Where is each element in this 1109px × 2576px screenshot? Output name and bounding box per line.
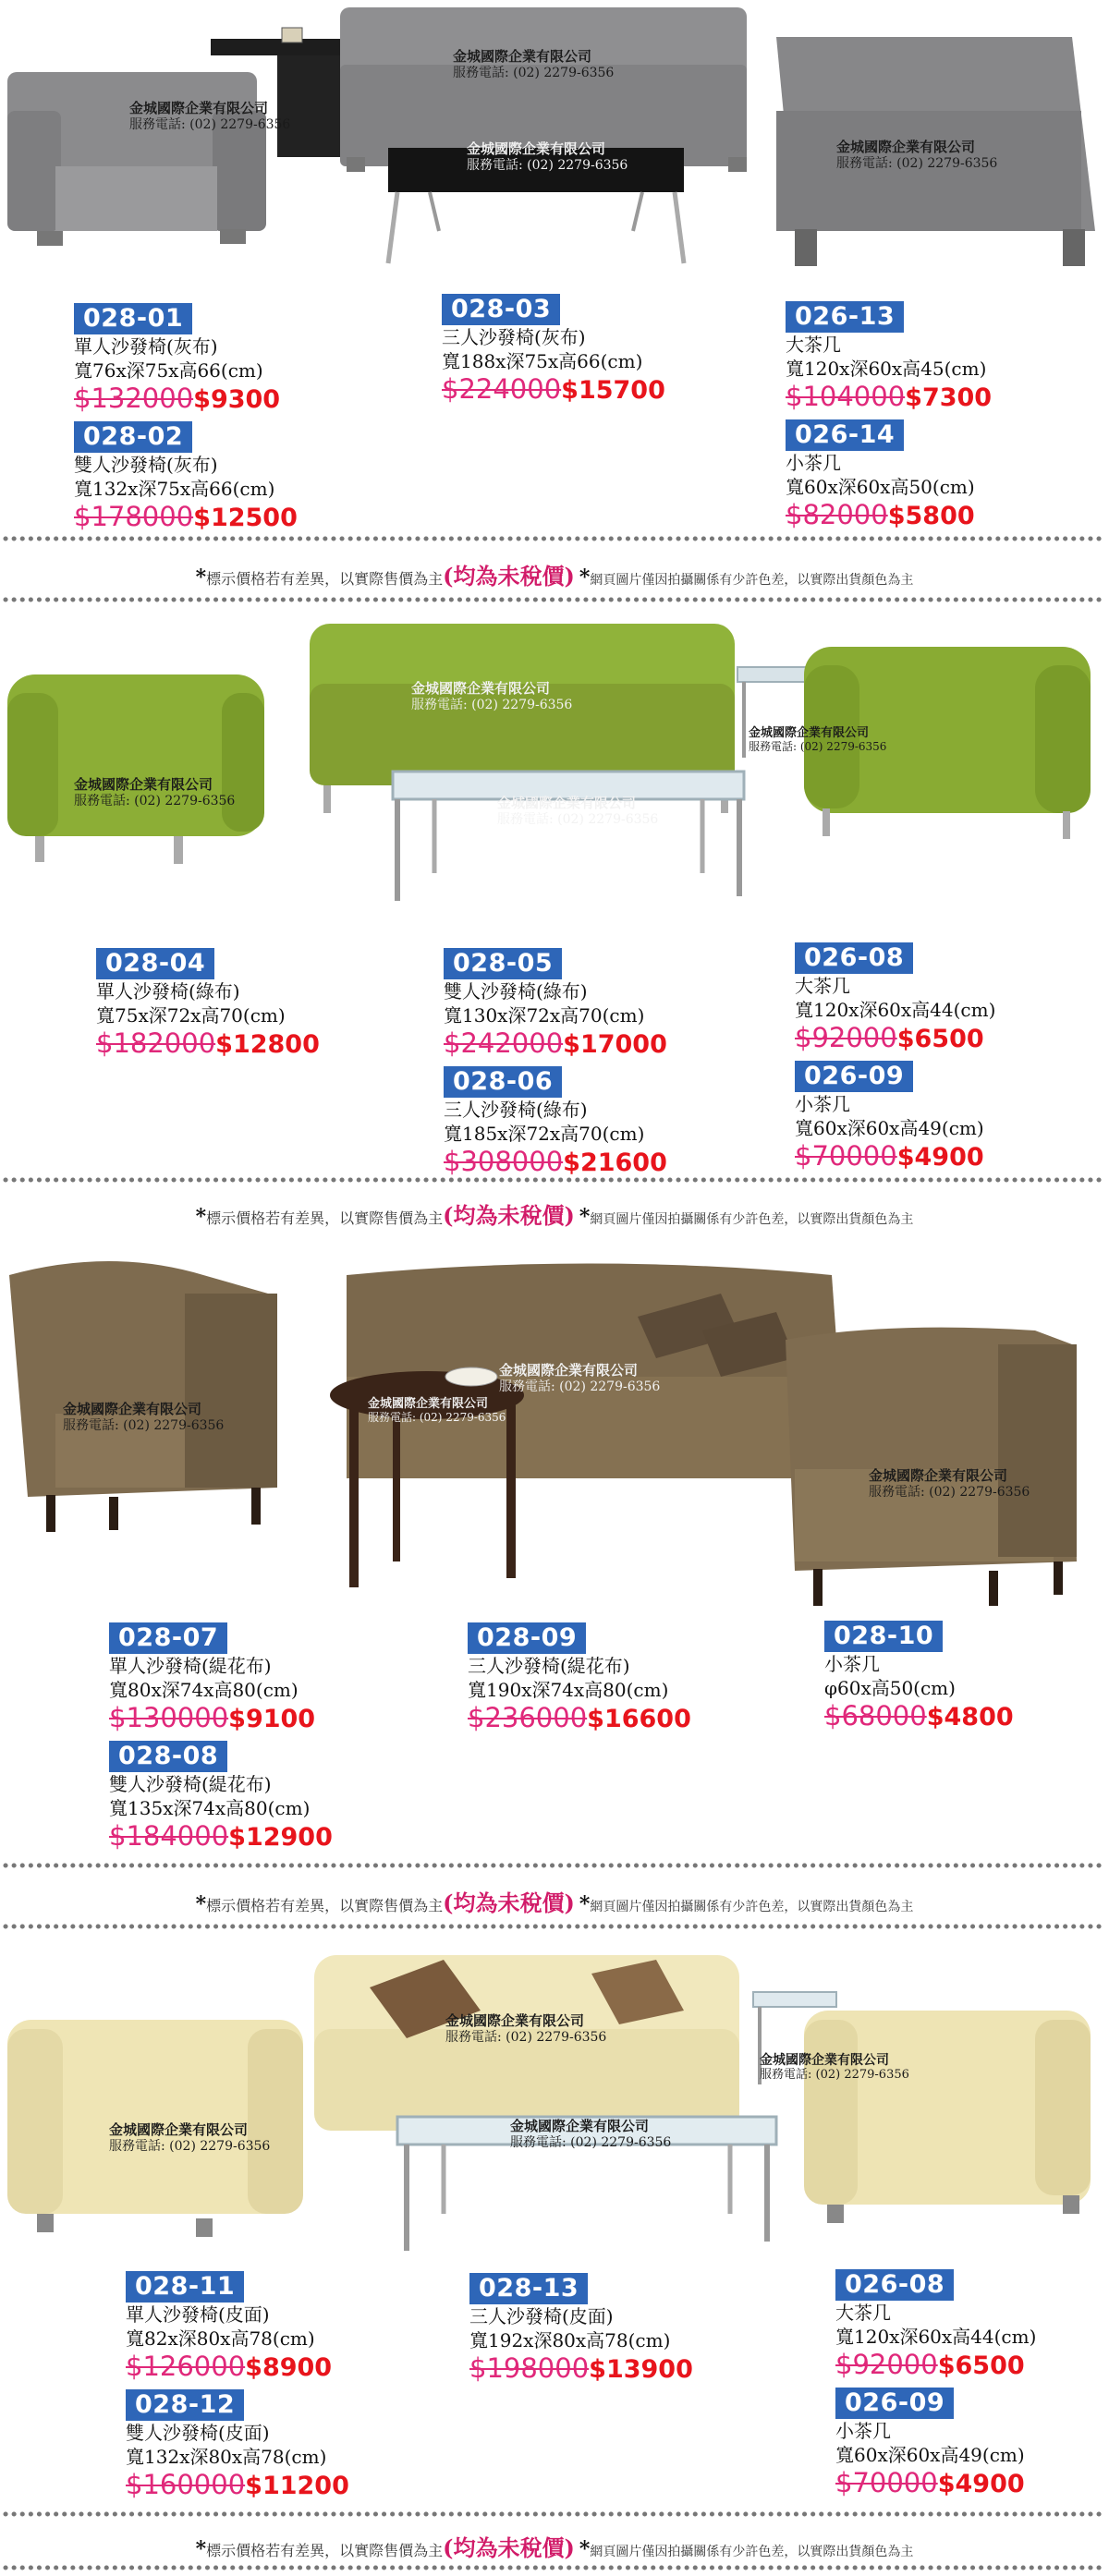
watermark-line1: 金城國際企業有限公司 xyxy=(129,100,269,116)
list-price: $160000 xyxy=(126,2469,246,2500)
watermark-line2: 服務電話: (02) 2279-6356 xyxy=(445,2030,607,2045)
product-code: 028-13 xyxy=(469,2273,588,2304)
price-notice xyxy=(0,558,1109,590)
watermark xyxy=(467,140,628,174)
sale-price: $6500 xyxy=(937,2351,1025,2380)
product-code: 028-12 xyxy=(126,2389,244,2421)
product-dimensions: φ60x高50(cm) xyxy=(824,1677,956,1699)
product-dimensions: 寬120x深60x高45(cm) xyxy=(786,358,987,380)
watermark xyxy=(129,100,290,133)
product-name: 雙人沙發椅(緹花布) xyxy=(109,1773,272,1795)
watermark xyxy=(497,795,658,828)
product-name: 三人沙發椅(灰布) xyxy=(442,326,586,348)
product-card[interactable] xyxy=(795,942,995,1058)
watermark xyxy=(749,726,886,754)
product-dimensions: 寬135x深74x高80(cm) xyxy=(109,1797,311,1819)
product-card[interactable] xyxy=(74,421,298,537)
watermark-line2: 服務電話: (02) 2279-6356 xyxy=(760,2068,909,2082)
list-price: $130000 xyxy=(109,1702,229,1733)
product-name: 小茶几 xyxy=(835,2420,891,2442)
watermark-line2: 服務電話: (02) 2279-6356 xyxy=(836,156,998,171)
watermark-line1: 金城國際企業有限公司 xyxy=(760,2053,889,2068)
product-dimensions: 寬130x深72x高70(cm) xyxy=(444,1004,645,1027)
watermark-line2: 服務電話: (02) 2279-6356 xyxy=(74,794,236,808)
product-card[interactable] xyxy=(469,2273,693,2388)
watermark-line2: 服務電話: (02) 2279-6356 xyxy=(368,1411,506,1424)
list-price: $82000 xyxy=(786,499,888,530)
product-code: 028-03 xyxy=(442,294,560,325)
list-price: $70000 xyxy=(835,2467,938,2498)
product-name: 單人沙發椅(灰布) xyxy=(74,335,218,358)
notice-asterisk: * xyxy=(195,565,207,589)
product-card[interactable] xyxy=(126,2389,349,2505)
dotted-divider xyxy=(0,1175,1109,1185)
product-code: 028-02 xyxy=(74,421,192,453)
notice-emphasis: (均為未稅價) xyxy=(443,563,575,589)
notice-asterisk: * xyxy=(579,565,591,589)
list-price: $68000 xyxy=(824,1700,927,1732)
product-card[interactable] xyxy=(442,294,665,409)
sale-price: $12800 xyxy=(215,1030,320,1059)
watermark-line1: 金城國際企業有限公司 xyxy=(510,2118,650,2134)
product-code: 026-08 xyxy=(795,942,913,974)
watermark-line1: 金城國際企業有限公司 xyxy=(368,1397,489,1411)
list-price: $92000 xyxy=(795,1022,897,1053)
watermark-line2: 服務電話: (02) 2279-6356 xyxy=(869,1485,1030,1500)
product-card[interactable] xyxy=(126,2271,332,2387)
product-name: 小茶几 xyxy=(786,452,841,474)
product-name: 單人沙發椅(皮面) xyxy=(126,2303,270,2326)
section-brown-sofas xyxy=(0,1257,1109,1857)
product-dimensions: 寬185x深72x高70(cm) xyxy=(444,1123,645,1145)
notice-asterisk: * xyxy=(195,1892,207,1916)
product-dimensions: 寬60x深60x高50(cm) xyxy=(786,476,975,498)
watermark-line1: 金城國際企業有限公司 xyxy=(411,680,551,697)
sale-price: $4900 xyxy=(896,1143,984,1172)
sale-price: $21600 xyxy=(563,1148,667,1177)
sale-price: $9100 xyxy=(228,1705,316,1733)
sale-price: $4900 xyxy=(937,2470,1025,2498)
notice-suffix: 網頁圖片僅因拍攝關係有少許色差，以實際出貨顏色為主 xyxy=(590,573,914,588)
dotted-divider xyxy=(0,534,1109,543)
notice-asterisk: * xyxy=(195,1205,207,1229)
watermark-line2: 服務電話: (02) 2279-6356 xyxy=(109,2139,271,2154)
product-code: 028-09 xyxy=(468,1622,586,1654)
watermark-line1: 金城國際企業有限公司 xyxy=(836,139,976,155)
sale-price: $16600 xyxy=(587,1705,691,1733)
product-name: 大茶几 xyxy=(786,334,841,356)
watermark-line1: 金城國際企業有限公司 xyxy=(445,2012,585,2029)
sale-price: $6500 xyxy=(896,1025,984,1053)
brown-sofa-set-photo xyxy=(0,1257,1109,1626)
product-name: 三人沙發椅(皮面) xyxy=(469,2305,614,2327)
notice-asterisk: * xyxy=(195,2537,207,2561)
product-name: 大茶几 xyxy=(795,975,850,997)
notice-asterisk: * xyxy=(579,2537,591,2561)
product-dimensions: 寬80x深74x高80(cm) xyxy=(109,1679,299,1701)
watermark xyxy=(368,1397,506,1425)
list-price: $198000 xyxy=(469,2352,590,2384)
notice-asterisk: * xyxy=(579,1892,591,1916)
product-card[interactable] xyxy=(444,948,667,1063)
product-dimensions: 寬192x深80x高78(cm) xyxy=(469,2329,671,2351)
product-name: 雙人沙發椅(灰布) xyxy=(74,454,218,476)
notice-emphasis: (均為未稅價) xyxy=(443,1202,575,1229)
watermark xyxy=(74,776,235,809)
list-price: $236000 xyxy=(468,1702,588,1733)
product-code: 028-05 xyxy=(444,948,562,979)
sale-price: $13900 xyxy=(589,2355,693,2384)
notice-suffix: 網頁圖片僅因拍攝關係有少許色差，以實際出貨顏色為主 xyxy=(590,1212,914,1227)
watermark xyxy=(760,2053,909,2083)
sale-price: $9300 xyxy=(193,385,281,414)
product-card[interactable] xyxy=(468,1622,691,1738)
watermark xyxy=(836,139,997,172)
product-dimensions: 寬188x深75x高66(cm) xyxy=(442,350,643,372)
watermark xyxy=(445,2012,606,2046)
watermark-line2: 服務電話: (02) 2279-6356 xyxy=(129,117,291,132)
product-card[interactable] xyxy=(795,1061,984,1176)
green-sofa-set-photo xyxy=(0,610,1109,915)
watermark xyxy=(453,48,614,81)
sale-price: $17000 xyxy=(563,1030,667,1059)
sale-price: $4800 xyxy=(926,1703,1014,1732)
notice-suffix: 網頁圖片僅因拍攝關係有少許色差，以實際出貨顏色為主 xyxy=(590,1900,914,1914)
notice-asterisk: * xyxy=(579,1205,591,1229)
product-card[interactable] xyxy=(786,419,975,535)
product-card[interactable] xyxy=(444,1066,667,1182)
section-leather-sofas xyxy=(0,1937,1109,2528)
watermark-line1: 金城國際企業有限公司 xyxy=(499,1362,639,1379)
list-price: $104000 xyxy=(786,381,906,412)
product-code: 028-01 xyxy=(74,303,192,334)
product-name: 大茶几 xyxy=(835,2302,891,2324)
product-dimensions: 寬120x深60x高44(cm) xyxy=(795,999,996,1021)
product-name: 三人沙發椅(綠布) xyxy=(444,1099,588,1121)
section-grey-sofas xyxy=(0,0,1109,591)
dotted-divider xyxy=(0,595,1109,604)
watermark-line1: 金城國際企業有限公司 xyxy=(749,726,870,740)
product-code: 026-09 xyxy=(835,2388,954,2419)
watermark-line2: 服務電話: (02) 2279-6356 xyxy=(497,812,659,827)
product-dimensions: 寬76x深75x高66(cm) xyxy=(74,359,263,382)
list-price: $242000 xyxy=(444,1027,564,1059)
product-name: 單人沙發椅(綠布) xyxy=(96,980,240,1002)
dotted-divider xyxy=(0,1861,1109,1870)
product-card[interactable] xyxy=(96,948,320,1063)
product-code: 026-08 xyxy=(835,2269,954,2301)
notice-prefix: 標示價格若有差異，以實際售價為主 xyxy=(206,2542,444,2559)
watermark xyxy=(510,2118,671,2151)
list-price: $308000 xyxy=(444,1146,564,1177)
product-name: 雙人沙發椅(皮面) xyxy=(126,2422,270,2444)
product-dimensions: 寬132x深80x高78(cm) xyxy=(126,2446,327,2468)
dotted-divider xyxy=(0,1922,1109,1931)
product-code: 028-06 xyxy=(444,1066,562,1098)
sale-price: $7300 xyxy=(905,383,993,412)
product-card[interactable] xyxy=(74,303,280,419)
product-code: 028-08 xyxy=(109,1741,227,1772)
watermark-line1: 金城國際企業有限公司 xyxy=(453,48,592,65)
watermark-line1: 金城國際企業有限公司 xyxy=(497,795,637,811)
product-card[interactable] xyxy=(786,301,992,417)
watermark-line2: 服務電話: (02) 2279-6356 xyxy=(453,66,615,80)
watermark xyxy=(109,2121,270,2155)
product-dimensions: 寬190x深74x高80(cm) xyxy=(468,1679,669,1701)
product-code: 026-14 xyxy=(786,419,904,451)
watermark-line2: 服務電話: (02) 2279-6356 xyxy=(499,1379,661,1394)
list-price: $178000 xyxy=(74,501,194,532)
product-dimensions: 寬60x深60x高49(cm) xyxy=(795,1117,984,1139)
product-code: 026-13 xyxy=(786,301,904,333)
price-notice xyxy=(0,1885,1109,1917)
notice-emphasis: (均為未稅價) xyxy=(443,1889,575,1916)
sale-price: $5800 xyxy=(887,502,975,530)
watermark-line1: 金城國際企業有限公司 xyxy=(74,776,213,793)
section-green-sofas xyxy=(0,610,1109,1183)
list-price: $70000 xyxy=(795,1140,897,1172)
price-notice xyxy=(0,1197,1109,1230)
product-code: 028-11 xyxy=(126,2271,244,2303)
product-code: 028-04 xyxy=(96,948,214,979)
sale-price: $12500 xyxy=(193,504,298,532)
product-code: 028-07 xyxy=(109,1622,227,1654)
list-price: $132000 xyxy=(74,383,194,414)
product-dimensions: 寬132x深75x高66(cm) xyxy=(74,478,275,500)
list-price: $184000 xyxy=(109,1820,229,1852)
notice-suffix: 網頁圖片僅因拍攝關係有少許色差，以實際出貨顏色為主 xyxy=(590,2545,914,2559)
product-code: 026-09 xyxy=(795,1061,913,1092)
sale-price: $15700 xyxy=(561,376,665,405)
product-name: 雙人沙發椅(綠布) xyxy=(444,980,588,1002)
list-price: $224000 xyxy=(442,373,562,405)
watermark-line1: 金城國際企業有限公司 xyxy=(63,1401,202,1417)
product-dimensions: 寬82x深80x高78(cm) xyxy=(126,2327,315,2350)
leather-sofa-set-photo xyxy=(0,1937,1109,2278)
watermark-line2: 服務電話: (02) 2279-6356 xyxy=(63,1418,225,1433)
sale-price: $11200 xyxy=(245,2472,349,2500)
dotted-divider xyxy=(0,2509,1109,2519)
notice-emphasis: (均為未稅價) xyxy=(443,2534,575,2561)
product-card[interactable] xyxy=(109,1622,315,1738)
product-name: 單人沙發椅(緹花布) xyxy=(109,1655,272,1677)
watermark xyxy=(411,680,572,713)
watermark xyxy=(869,1467,1030,1501)
product-dimensions: 寬75x深72x高70(cm) xyxy=(96,1004,286,1027)
watermark-line2: 服務電話: (02) 2279-6356 xyxy=(467,158,628,173)
product-card[interactable] xyxy=(835,2269,1036,2385)
product-name: 小茶几 xyxy=(824,1653,880,1675)
sale-price: $8900 xyxy=(245,2353,333,2382)
dotted-divider xyxy=(0,2563,1109,2572)
notice-prefix: 標示價格若有差異，以實際售價為主 xyxy=(206,1209,444,1227)
product-code: 028-10 xyxy=(824,1621,943,1652)
watermark xyxy=(499,1362,660,1395)
watermark-line1: 金城國際企業有限公司 xyxy=(869,1467,1008,1484)
product-card[interactable] xyxy=(835,2388,1025,2503)
list-price: $92000 xyxy=(835,2349,938,2380)
sale-price: $12900 xyxy=(228,1823,333,1852)
watermark-line1: 金城國際企業有限公司 xyxy=(109,2121,249,2138)
product-name: 三人沙發椅(緹花布) xyxy=(468,1655,630,1677)
product-dimensions: 寬60x深60x高49(cm) xyxy=(835,2444,1025,2466)
list-price: $126000 xyxy=(126,2351,246,2382)
watermark-line2: 服務電話: (02) 2279-6356 xyxy=(510,2135,672,2150)
product-card[interactable] xyxy=(824,1621,1014,1736)
watermark-line1: 金城國際企業有限公司 xyxy=(467,140,606,157)
product-card[interactable] xyxy=(109,1741,333,1856)
watermark-line2: 服務電話: (02) 2279-6356 xyxy=(411,698,573,712)
watermark xyxy=(63,1401,224,1434)
product-dimensions: 寬120x深60x高44(cm) xyxy=(835,2326,1037,2348)
list-price: $182000 xyxy=(96,1027,216,1059)
notice-prefix: 標示價格若有差異，以實際售價為主 xyxy=(206,570,444,588)
notice-prefix: 標示價格若有差異，以實際售價為主 xyxy=(206,1897,444,1914)
product-name: 小茶几 xyxy=(795,1093,850,1115)
watermark-line2: 服務電話: (02) 2279-6356 xyxy=(749,740,887,753)
price-notice xyxy=(0,2530,1109,2562)
